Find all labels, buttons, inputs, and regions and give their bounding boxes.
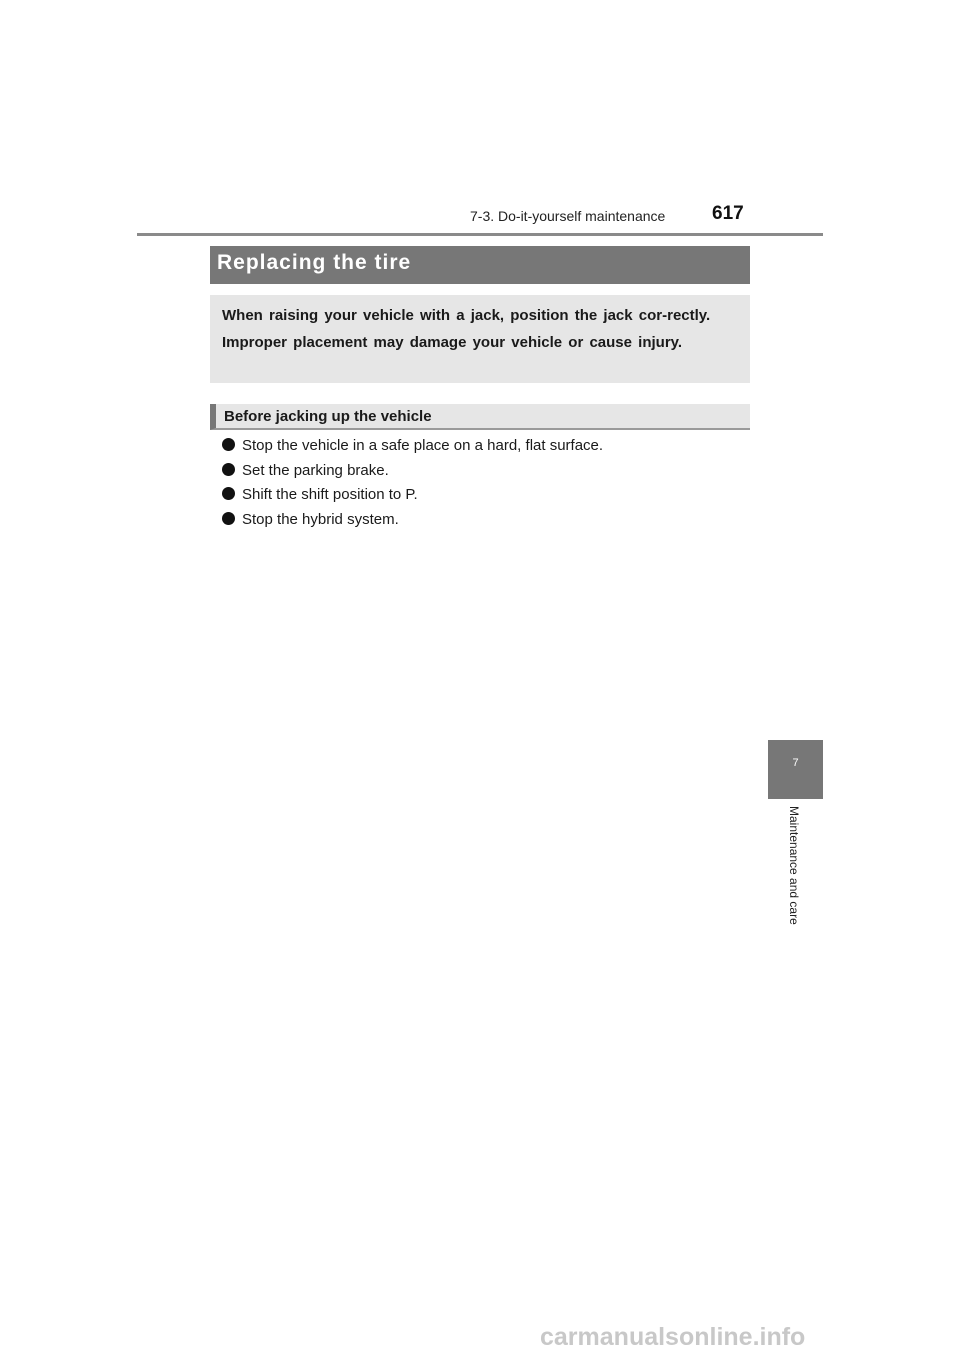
list-item	[222, 485, 603, 510]
list-item-text: Stop the vehicle in a safe place on a hard, flat surface.	[242, 437, 604, 454]
list-item	[222, 461, 603, 486]
header-section-title: 7-3. Do-it-yourself maintenance	[470, 208, 666, 224]
intro-text: When raising your vehicle with a jack, position the jack cor-rectly.	[222, 307, 711, 324]
bullet-icon	[222, 512, 235, 525]
page-number: 617	[712, 203, 744, 224]
page-title: Replacing the tire	[217, 251, 412, 274]
bullet-icon	[222, 487, 235, 500]
watermark: carmanualsonline.info	[540, 1323, 806, 1351]
list-item	[222, 436, 603, 461]
chapter-name: Maintenance and care	[787, 806, 801, 925]
bullet-icon	[222, 438, 235, 451]
list-item-text: Set the parking brake.	[242, 461, 389, 479]
chapter-number: 7	[792, 757, 799, 769]
intro-warning: Improper placement may damage your vehicle or cause injury.	[222, 334, 683, 351]
header-rule	[137, 233, 823, 236]
chapter-tab	[768, 740, 823, 799]
subheading: Before jacking up the vehicle	[210, 404, 750, 430]
bullet-list	[222, 436, 603, 534]
list-item-text: Shift the shift position to P.	[242, 486, 418, 503]
title-bar	[210, 246, 750, 284]
intro-box	[210, 295, 750, 383]
list-item	[222, 510, 603, 535]
list-item-text: Stop the hybrid system.	[242, 510, 399, 528]
bullet-icon	[222, 463, 235, 476]
